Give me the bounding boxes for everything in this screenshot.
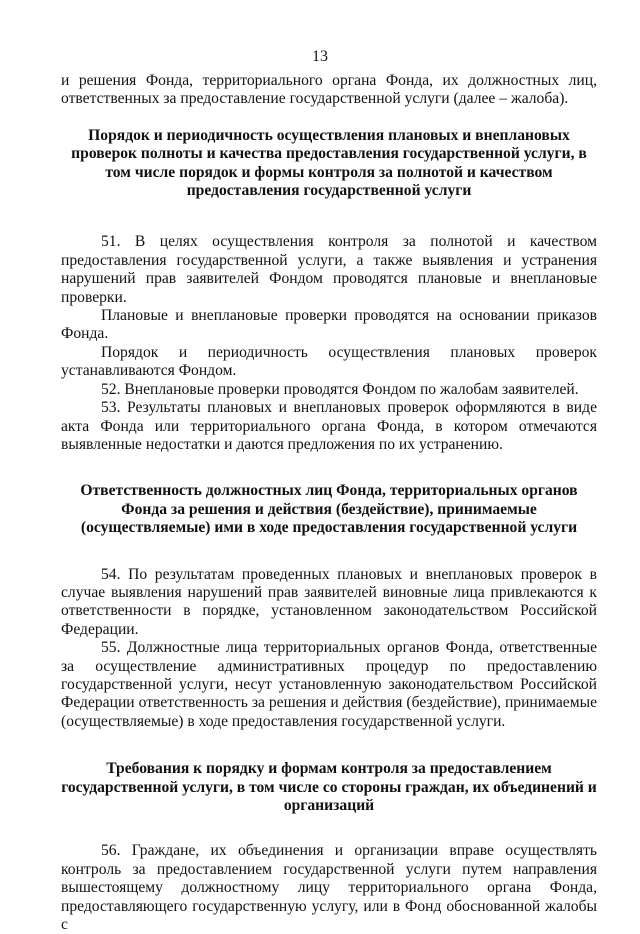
paragraph-52: 52. Внеплановые проверки проводятся Фондом по жалобам заявителей.: [101, 380, 579, 398]
section-3-heading: Требования к порядку и формам контроля за предоставлением государственной услуги, в том числе со стороны граждан, их объединений и организаций: [61, 760, 597, 814]
paragraph-56: 56. Граждане, их объединения и организации вправе осуществлять контроль за предоставлением государственной услуги путем направления вышестоящему должностному лицу территориального органа Фонда, предоставляющего государственную услугу, или в Фонд обоснованной жалобы с: [61, 842, 597, 934]
section-2-heading: Ответственность должностных лиц Фонда, территориальных органов Фонда за решения и действия (бездействие), принимаемые (осуществляемые) ими в ходе предоставления государственной услуги: [80, 482, 578, 537]
page-number: 13: [312, 48, 328, 65]
paragraph-51: 51. В целях осуществления контроля за полнотой и качеством предоставления государственной услуги, а также выявления и устранения нарушений прав заявителей Фондом проводятся плановые и внеплановые проверки.: [61, 233, 597, 306]
section-1-heading: Порядок и периодичность осуществления плановых и внеплановых проверок полноты и качества предоставления государственной услуги, в том числе порядок и формы контроля за полнотой и качеством предоставления государственной услуги: [71, 126, 587, 200]
paragraph-53: 53. Результаты плановых и внеплановых проверок оформляются в виде акта Фонда или территориального органа Фонда, в котором отмечаются выявленные недостатки и даются предложения по их устранению.: [61, 399, 597, 453]
intro-paragraph: и решения Фонда, территориального органа Фонда, их должностных лиц, ответственных за предоставление государственной услуги (далее – жалоба).: [61, 72, 597, 108]
paragraph-51-planned-checks: Плановые и внеплановые проверки проводятся на основании приказов Фонда.: [61, 307, 597, 343]
paragraph-51-order-periodicity: Порядок и периодичность осуществления плановых проверок устанавливаются Фондом.: [61, 343, 597, 380]
document-body: [61, 72, 597, 934]
paragraph-54: 54. По результатам проведенных плановых и внеплановых проверок в случае выявления нарушений прав заявителей виновные лица привлекаются к ответственности в порядке, установленном законодательством Российской Федерации.: [61, 565, 597, 638]
paragraph-55: 55. Должностные лица территориальных органов Фонда, ответственные за осуществление административных процедур по предоставлению государственной услуги, несут установленную законодательством Российской Федерации ответственность за решения и действия (бездействие), принимаемые (осуществляемые) в ходе предоставления государственной услуги.: [61, 639, 597, 730]
